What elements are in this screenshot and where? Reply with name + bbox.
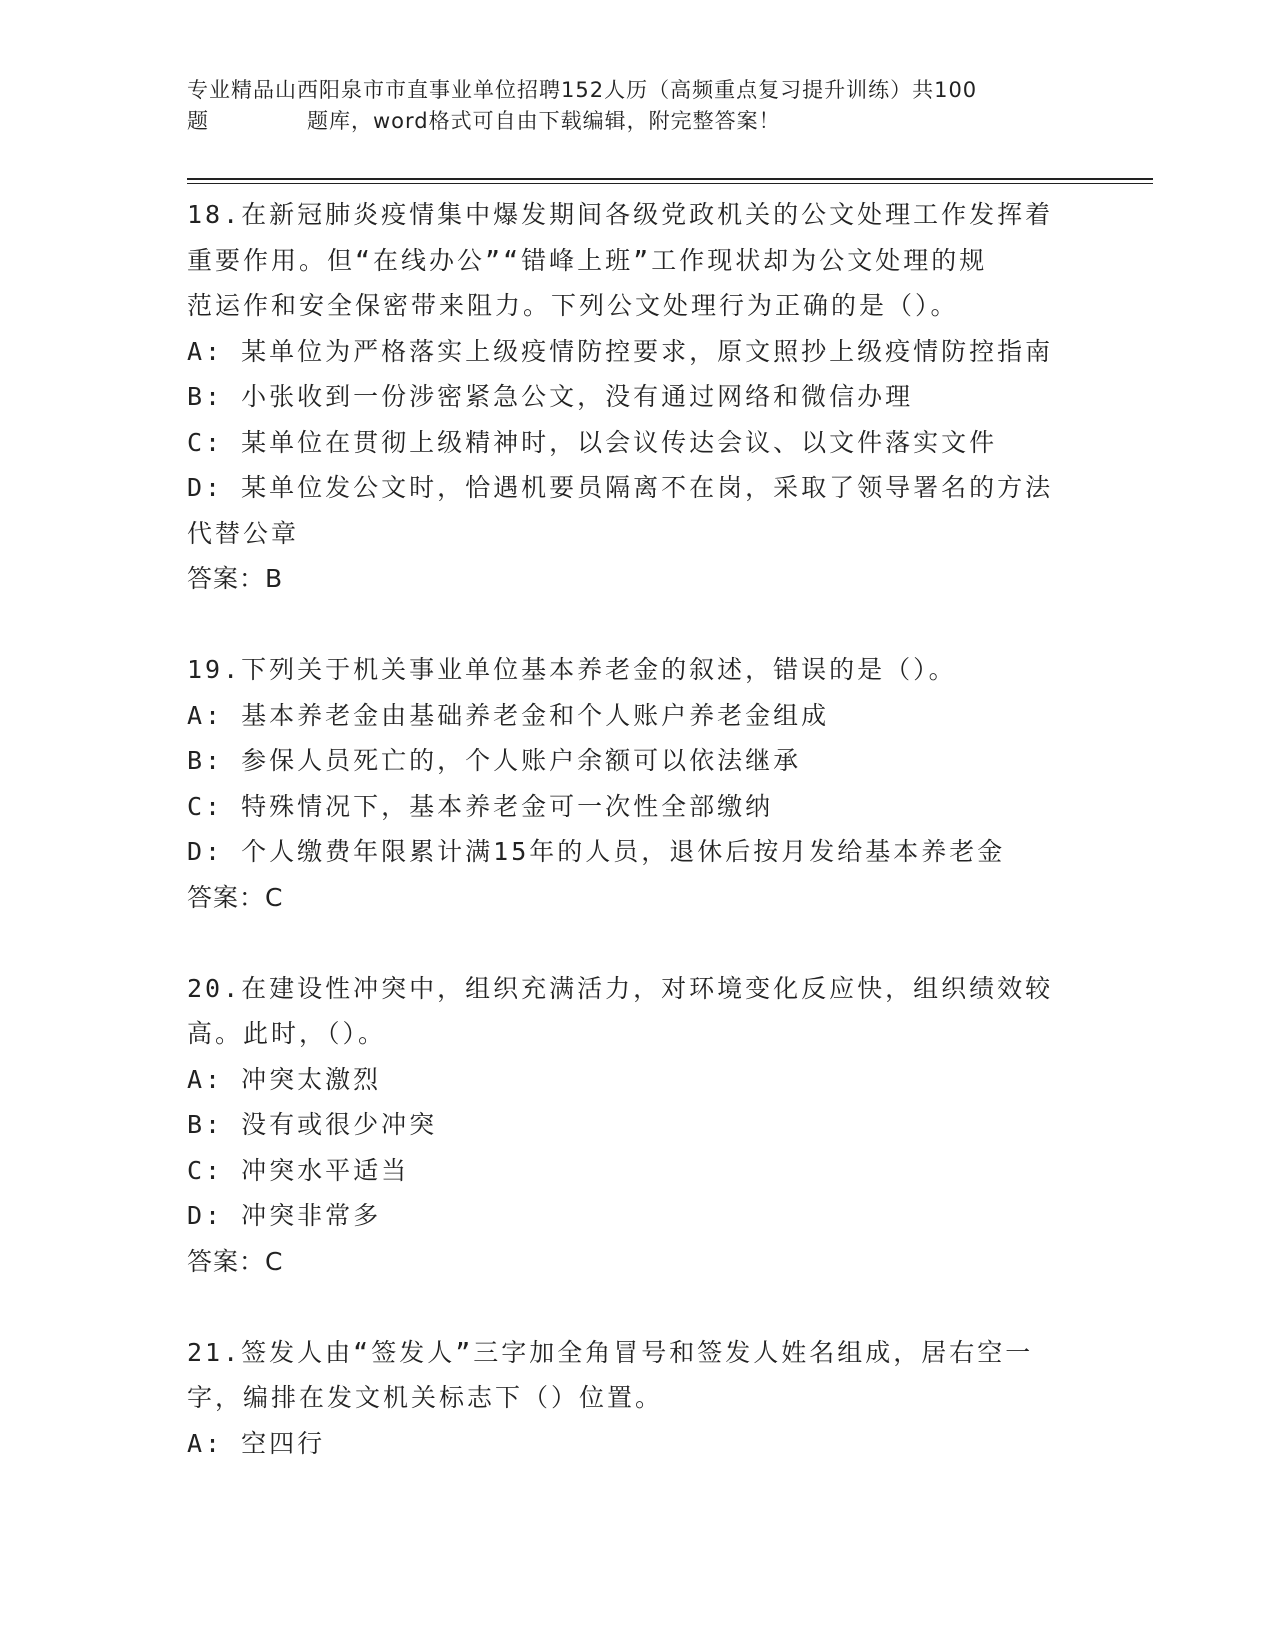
option-a: A: 基本养老金由基础养老金和个人账户养老金组成 bbox=[187, 700, 830, 730]
question-stem-line: 18.在新冠肺炎疫情集中爆发期间各级党政机关的公文处理工作发挥着 bbox=[187, 200, 1054, 229]
option-b: B: 没有或很少冲突 bbox=[187, 1110, 438, 1139]
option-d: D: 冲突非常多 bbox=[187, 1201, 382, 1230]
question-stem-line: 重要作用。但“在线办公”“错峰上班”工作现状却为公文处理的规 bbox=[187, 245, 988, 275]
question-18 bbox=[187, 192, 1087, 602]
option-d: D: 个人缴费年限累计满15年的人员，退休后按月发给基本养老金 bbox=[187, 837, 1006, 866]
document-header bbox=[187, 75, 1087, 137]
option-c: C: 冲突水平适当 bbox=[187, 1155, 410, 1185]
question-stem-line: 字，编排在发文机关标志下（）位置。 bbox=[187, 1383, 664, 1412]
option-b: B: 参保人员死亡的，个人账户余额可以依法继承 bbox=[187, 746, 802, 775]
question-stem-line: 19.下列关于机关事业单位基本养老金的叙述，错误的是（）。 bbox=[187, 655, 957, 684]
option-a: A: 冲突太激烈 bbox=[187, 1064, 382, 1094]
header-title-line-1: 专业精品山西阳泉市市直事业单位招聘152人历（高频重点复习提升训练）共100 bbox=[187, 78, 978, 102]
answer-line: 答案：B bbox=[187, 564, 284, 593]
option-b: B: 小张收到一份涉密紧急公文，没有通过网络和微信办理 bbox=[187, 382, 914, 411]
header-line-2-start: 题 bbox=[187, 109, 209, 133]
question-stem-line: 21.签发人由“签发人”三字加全角冒号和签发人姓名组成，居右空一 bbox=[187, 1337, 1034, 1367]
header-title-line-2 bbox=[187, 106, 1087, 137]
answer-line: 答案：C bbox=[187, 882, 284, 912]
question-stem-line: 高。此时，（）。 bbox=[187, 1019, 387, 1048]
option-a: A: 某单位为严格落实上级疫情防控要求，原文照抄上级疫情防控指南 bbox=[187, 336, 1054, 366]
question-21 bbox=[187, 1330, 1087, 1467]
header-divider-thin bbox=[187, 183, 1153, 184]
question-20 bbox=[187, 966, 1087, 1285]
question-19 bbox=[187, 647, 1087, 920]
question-stem-line: 20.在建设性冲突中，组织充满活力，对环境变化反应快，组织绩效较 bbox=[187, 973, 1054, 1003]
header-line-2-rest: 题库，word格式可自由下载编辑，附完整答案！ bbox=[307, 109, 781, 133]
option-d-continued: 代替公章 bbox=[187, 518, 300, 548]
option-c: C: 特殊情况下，基本养老金可一次性全部缴纳 bbox=[187, 791, 774, 821]
question-stem-line: 范运作和安全保密带来阻力。下列公文处理行为正确的是（）。 bbox=[187, 291, 959, 320]
option-c: C: 某单位在贯彻上级精神时，以会议传达会议、以文件落实文件 bbox=[187, 427, 998, 457]
option-a: A: 空四行 bbox=[187, 1428, 326, 1458]
question-list bbox=[187, 192, 1087, 1512]
answer-line: 答案：C bbox=[187, 1246, 284, 1276]
option-d: D: 某单位发公文时，恰遇机要员隔离不在岗，采取了领导署名的方法 bbox=[187, 473, 1054, 502]
header-divider-thick bbox=[187, 178, 1153, 180]
